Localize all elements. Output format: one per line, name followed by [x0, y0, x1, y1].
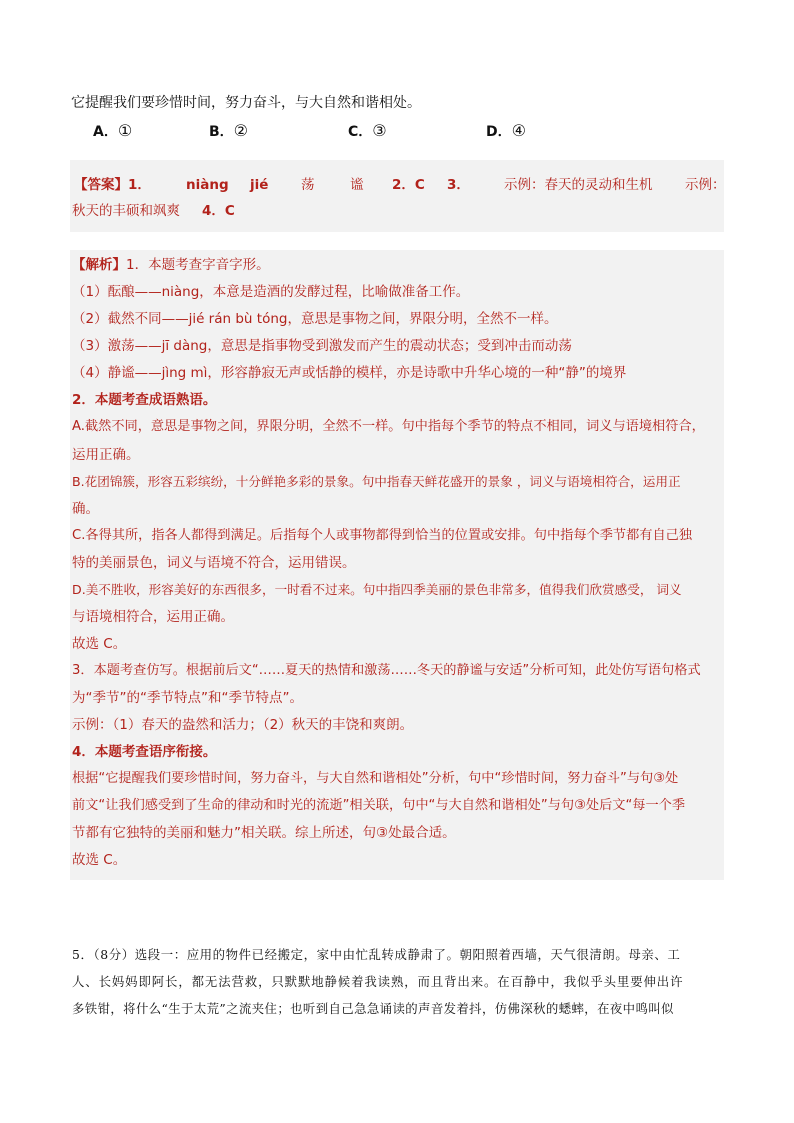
answer-row-2: [72, 202, 235, 220]
analysis-line-22: 节都有它独特的美丽和魅力”相关联。综上所述，句③处最合适。: [72, 825, 456, 841]
analysis-line-15: 故选 C。: [72, 636, 127, 652]
option-d-value: ④: [511, 121, 526, 140]
answer-pinyin-2: jié: [250, 177, 269, 193]
option-a: [93, 122, 132, 141]
answer-pinyin-1: niàng: [186, 177, 229, 193]
option-b: [209, 122, 248, 141]
analysis-line-19: 4．本题考查语序衔接。: [72, 744, 217, 760]
analysis-line-14: 与语境相符合，运用正确。: [72, 609, 234, 625]
analysis-line-18: 示例：（1）春天的盎然和活力；（2）秋天的丰饶和爽朗。: [72, 717, 414, 733]
answer-example-2-cont: 秋天的丰硕和飒爽: [72, 203, 180, 219]
answer-q2: 2．C: [392, 177, 425, 193]
analysis-line-3: （2）截然不同——jié rán bù tóng，意思是事物之间，界限分明，全然不一样。: [72, 311, 558, 327]
analysis-line-13: D.美不胜收，形容美好的东西很多，一时看不过来。句中指四季美丽的景色非常多，值得我们欣赏感受， 词义: [72, 582, 682, 597]
option-d-letter: D．: [486, 124, 512, 140]
question-tail: 它提醒我们要珍惜时间，努力奋斗，与大自然和谐相处。: [71, 95, 421, 111]
answer-char-2: 谧: [350, 177, 364, 193]
option-a-letter: A．: [93, 124, 118, 140]
q5-line-2: 人、长妈妈即阿长，都无法营救，只默默地静候着我读熟，而且背出来。在百静中，我似乎头里要伸出许: [72, 974, 684, 989]
option-c-value: ③: [372, 121, 387, 140]
analysis-line-17: 为“季节”的“季节特点”和“季节特点”。: [72, 690, 303, 706]
q5-line-1: 5．（8分）选段一：应用的物件已经搬定，家中由忙乱转成静肃了。朝阳照着西墙，天气很清朗。母亲、工: [72, 947, 681, 962]
analysis-line-1-text: 1．本题考查字音字形。: [126, 257, 270, 273]
option-b-letter: B．: [209, 124, 234, 140]
analysis-label: 【解析】: [72, 257, 126, 273]
option-d: [486, 122, 526, 141]
analysis-line-5: （4）静谧——jìng mì，形容静寂无声或恬静的模样，亦是诗歌中升华心境的一种“静”的境界: [72, 365, 627, 381]
analysis-line-7: A.截然不同，意思是事物之间，界限分明，全然不一样。句中指每个季节的特点不相同，词义与语境相符合，: [72, 419, 705, 434]
analysis-line-4: （3）激荡——jī dàng，意思是指事物受到激发而产生的震动状态；受到冲击而动荡: [72, 338, 572, 354]
analysis-line-23: 故选 C。: [72, 852, 127, 868]
answer-box: [70, 160, 724, 232]
analysis-line-20: 根据“它提醒我们要珍惜时间，努力奋斗，与大自然和谐相处”分析，句中“珍惜时间，努力奋斗”与句③处: [72, 771, 679, 786]
option-c: [348, 122, 387, 141]
option-a-value: ①: [117, 121, 133, 140]
answer-q4: 4．C: [202, 203, 235, 219]
answer-label: 【答案】: [74, 177, 128, 193]
analysis-line-9: B.花团锦簇，形容五彩缤纷，十分鲜艳多彩的景象。句中指春天鲜花盛开的景象 ，词义与语境相符合，运用正: [72, 474, 681, 489]
answer-q1-num: 1．: [128, 177, 151, 193]
answer-example-2: 示例：: [685, 177, 726, 193]
analysis-line-1: [72, 256, 270, 274]
option-c-letter: C．: [348, 124, 373, 140]
analysis-line-11: C.各得其所，指各人都得到满足。后指每个人或事物都得到恰当的位置或安排。句中指每个季节都有自己独: [72, 528, 693, 543]
option-b-value: ②: [233, 121, 249, 140]
analysis-line-10: 确。: [72, 501, 99, 517]
analysis-line-12: 特的美丽景色，词义与语境不符合，运用错误。: [72, 555, 356, 571]
q5-line-3: 多铁钳，将什么“生于太荒”之流夹住；也听到自己急急诵读的声音发着抖，仿佛深秋的蟋蟀，在夜中鸣叫似: [72, 1001, 674, 1016]
analysis-line-6: 2．本题考查成语熟语。: [72, 392, 217, 408]
answer-q3-num: 3．: [447, 177, 470, 193]
analysis-line-16: 3．本题考查仿写。根据前后文“……夏天的热情和激荡……冬天的静谧与安适”分析可知，此处仿写语句格式: [72, 663, 701, 678]
answer-example-1: 示例：春天的灵动和生机: [504, 177, 653, 193]
answer-char-1: 荡: [301, 177, 315, 193]
analysis-line-8: 运用正确。: [72, 447, 140, 463]
analysis-line-2: （1）酝酿——niàng，本意是造酒的发酵过程，比喻做准备工作。: [72, 284, 470, 300]
analysis-line-21: 前文“让我们感受到了生命的律动和时光的流逝”相关联，句中“与大自然和谐相处”与句③处后文“每一个季: [72, 798, 686, 813]
